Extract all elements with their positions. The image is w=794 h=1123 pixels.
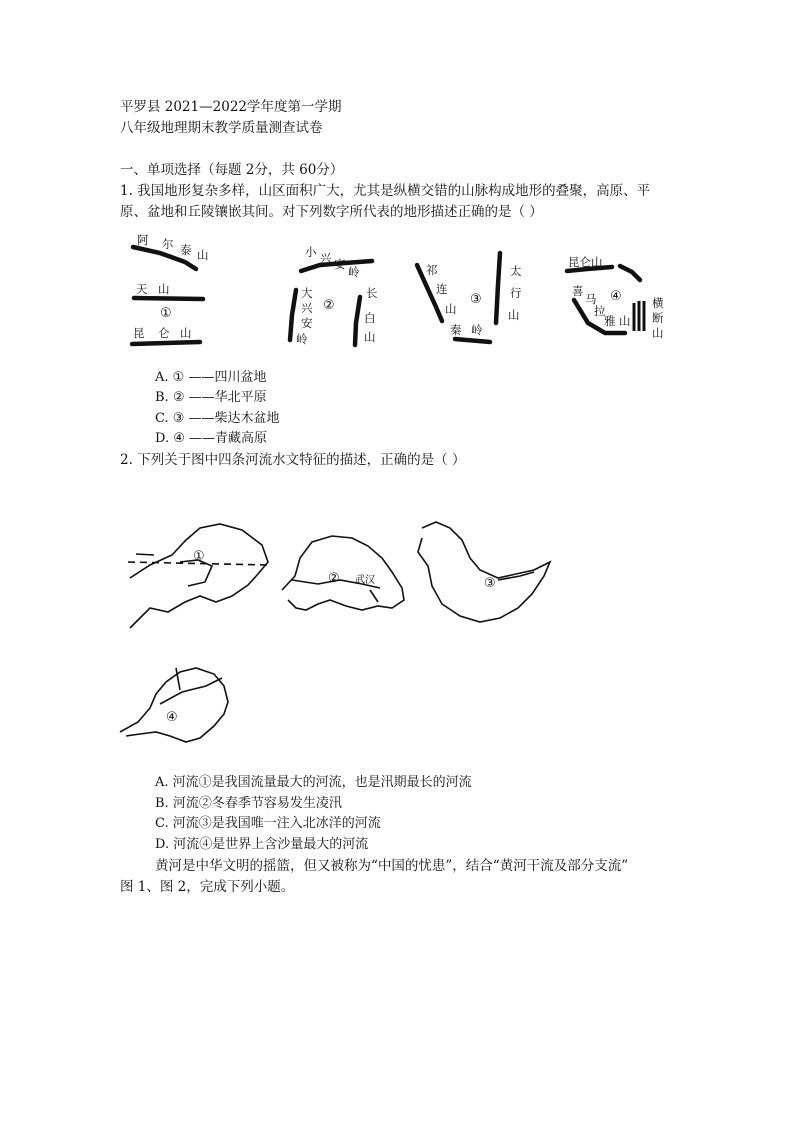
q1-label-heng: 横 <box>652 296 664 310</box>
q1-label-shan3: 山 <box>180 326 192 340</box>
q2-figure <box>0 510 794 750</box>
q1-diagram-4 <box>567 255 664 340</box>
q2-option-b[interactable]: B. 河流②冬春季节容易发生凌汛 <box>155 796 342 811</box>
q1-label-shan7: 山 <box>619 314 631 328</box>
passage-line2: 图 1、图 2，完成下列小题。 <box>120 879 295 895</box>
q1-label-la: 拉 <box>594 304 606 318</box>
q2-map-3 <box>418 522 550 622</box>
q1-num-4: ④ <box>610 289 622 304</box>
q1-label-er: 尔 <box>162 237 174 251</box>
q1-stem-line2: 原、盆地和丘陵镶嵌其间。对下列数字所代表的地形描述正确的是（ ） <box>120 204 543 220</box>
q1-label-an: 安 <box>334 257 346 271</box>
q1-label-kun: 昆 <box>133 326 145 340</box>
q1-label-shan5: 山 <box>445 302 457 316</box>
q1-option-c[interactable]: C. ③ ——柴达木盆地 <box>155 411 280 426</box>
q2-num-4: ④ <box>166 710 178 725</box>
q1-label-shan6: 山 <box>508 308 520 322</box>
q1-diagram-1 <box>132 233 209 344</box>
q1-label-hang: 行 <box>510 286 522 300</box>
q1-label-xi: 喜 <box>572 284 584 298</box>
q1-option-d[interactable]: D. ④ ——青藏高原 <box>155 431 268 446</box>
q1-option-a[interactable]: A. ① ——四川盆地 <box>155 370 267 385</box>
q1-label-lian: 连 <box>436 282 448 296</box>
q1-label-xing2: 兴 <box>301 301 313 315</box>
q1-num-2: ② <box>323 298 335 313</box>
q2-num-3: ③ <box>484 576 496 591</box>
q1-label-qin: 秦 <box>450 323 462 337</box>
q1-label-a-er: 阿 <box>137 233 149 247</box>
q2-option-d[interactable]: D. 河流④是世界上含沙量最大的河流 <box>155 837 369 852</box>
q2-num-2: ② <box>328 571 340 586</box>
q1-label-shan1: 山 <box>197 248 209 262</box>
q1-label-tian: 天 <box>136 282 148 296</box>
q2-map-4 <box>120 668 228 742</box>
q1-diagram-3 <box>417 253 522 342</box>
q1-num-3: ③ <box>470 292 482 307</box>
q1-label-lun: 仑 <box>158 326 170 340</box>
q1-label-ya: 雅 <box>604 314 616 328</box>
q1-label-tai2: 太 <box>510 264 522 278</box>
q2-num-1: ① <box>193 549 205 564</box>
q1-label-ling2: 岭 <box>296 332 308 346</box>
q1-label-tai: 泰 <box>180 243 192 257</box>
q1-label-ling: 岭 <box>348 265 360 279</box>
q1-label-shan2: 山 <box>158 282 170 296</box>
q1-label-ma: 马 <box>585 292 597 306</box>
q2-city-wuhan: 武汉 <box>355 575 375 586</box>
passage-line1: 黄河是中华文明的摇篮，但又被称为“中国的忧患”，结合“黄河干流及部分支流” <box>155 858 629 874</box>
q1-option-b[interactable]: B. ② ——华北平原 <box>155 390 267 405</box>
q2-option-c[interactable]: C. 河流③是我国唯一注入北冰洋的河流 <box>155 816 381 831</box>
q1-label-xiao: 小 <box>305 245 317 259</box>
q1-label-kunlunshan: 昆仑山 <box>568 255 603 269</box>
q1-label-chang: 长 <box>366 286 378 300</box>
q1-label-bai: 白 <box>364 311 376 325</box>
header-exam-title: 八年级地理期末教学质量测查试卷 <box>120 120 323 136</box>
q2-map-2 <box>282 536 404 610</box>
q1-label-xing: 兴 <box>320 251 332 265</box>
q1-label-ling3: 岭 <box>471 323 483 337</box>
section-title: 一、单项选择（每题 2分，共 60分） <box>120 162 344 178</box>
q1-label-an2: 安 <box>301 316 313 330</box>
q2-map-1 <box>128 524 270 628</box>
q2-option-a[interactable]: A. 河流①是我国流量最大的河流，也是汛期最长的河流 <box>155 775 472 790</box>
q1-label-qi: 祁 <box>426 263 438 277</box>
q1-label-shan8: 山 <box>652 326 664 340</box>
q1-label-duan: 断 <box>652 311 664 325</box>
q1-num-1: ① <box>160 306 172 321</box>
header-school-term: 平罗县 2021—2022学年度第一学期 <box>120 99 342 115</box>
q1-diagram-2 <box>290 245 378 346</box>
q1-stem-line1: 1. 我国地形复杂多样，山区面积广大，尤其是纵横交错的山脉构成地形的叠聚，高原、平 <box>120 183 651 199</box>
q1-label-da: 大 <box>301 286 313 300</box>
q2-stem: 2. 下列关于图中四条河流水文特征的描述，正确的是（ ） <box>120 452 466 468</box>
q1-figure <box>0 225 794 355</box>
q1-label-shan4: 山 <box>364 330 376 344</box>
